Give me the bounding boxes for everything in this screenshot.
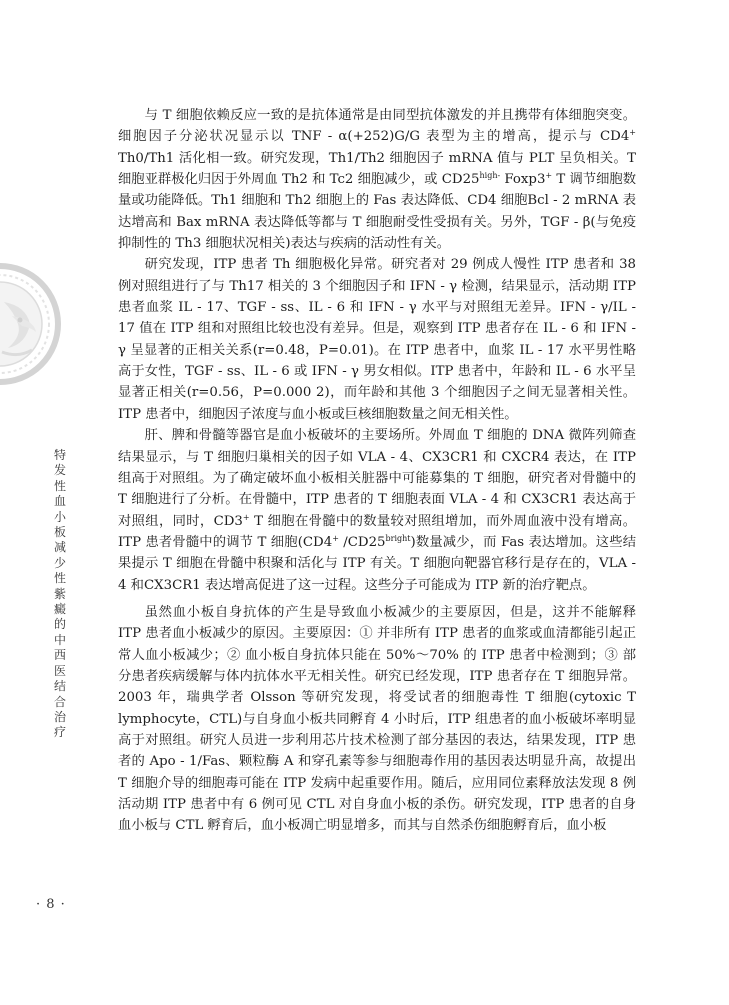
superscript: high- bbox=[479, 171, 501, 181]
text-run: 肝、脾和骨髓等器官是血小板破坏的主要场所。外周血 T 细胞的 DNA 微阵列筛查结果显示，与 T 细胞归巢相关的因子如 VLA - 4、CX3CR1 和 CXCR4 表达，在 ITP 组高于对照组。为了确定破坏血小板相关脏器中可能募集的 T 细胞，研究者对骨髓中的 T 细胞进行了分析。在骨髓中，ITP 患者的 T 细胞表面 VLA - 4 和 CX3CR1 表达高于对照组，同时，CD3 bbox=[118, 428, 636, 529]
superscript: + bbox=[332, 533, 339, 543]
text-run: 研究发现，ITP 患者 Th 细胞极化异常。研究者对 29 例成人慢性 ITP 患者和 38 例对照组进行了与 Th17 相关的 3 个细胞因子和 IFN - γ 检测，结果显示，活动期 ITP 患者血浆 IL - 17、TGF - ss、IL - 6 和 IFN - γ 水平与对照组无差异。IFN - γ/IL - 17 值在 ITP 组和对照组比较也没有差异。但是，观察到 ITP 患者存在 IL - 6 和 IFN - γ 呈显著的正相关关系(r=0.48，P=0.01)。在 ITP 患者中，血浆 IL - 17 水平男性略高于女性，TGF - ss、IL - 6 或 IFN - γ 男女相似。ITP 患者中，年龄和 IL - 6 水平呈显著正相关(r=0.56，P=0.000 2)，而年龄和其他 3 个细胞因子之间无显著相关性。ITP 患者中，细胞因子浓度与血小板或巨核细胞数量之间无相关性。 bbox=[118, 257, 636, 422]
text-run: )数量减少，而 Fas 表达增加。这些结果提示 T 细胞在骨髓中积聚和活化与 ITP 有关。T 细胞向靶器官移行是存在的，VLA - 4 和CX3CR1 表达增高促进了这一过程。这些分子可能成为 ITP 新的治疗靶点。 bbox=[118, 534, 636, 593]
text-run: T 细胞在骨髓中的数量较对照组增加，而外周血液中没有增高。ITP 患者骨髓中的调节 T 细胞(CD4 bbox=[118, 513, 636, 550]
text-run: Foxp3 bbox=[500, 172, 546, 188]
body-paragraph bbox=[118, 602, 636, 837]
body-paragraph bbox=[118, 254, 636, 425]
body-text bbox=[118, 105, 636, 837]
text-run: 虽然血小板自身抗体的产生是导致血小板减少的主要原因，但是，这并不能解释 ITP 患者血小板减少的原因。主要原因：① 并非所有 ITP 患者的血浆或血清都能引起正常人血小板减少；② 血小板自身抗体只能在 50%～70% 的 ITP 患者中检测到；③ 部分患者疾病缓解与体内抗体水平无相关性。研究已经发现，ITP 患者存在 T 细胞异常。2003 年，瑞典学者 Olsson 等研究发现，将受试者的细胞毒性 T 细胞(cytoxic T lymphocyte，CTL)与自身血小板共同孵育 4 小时后，ITP 组患者的血小板破坏率明显高于对照组。研究人员进一步利用芯片技术检测了部分基因的表达，结果发现，ITP 患者的 Apo - 1/Fas、颗粒酶 A 和穿孔素等参与细胞毒作用的基因表达明显升高，故提出 T 细胞介导的细胞毒可能在 ITP 发病中起重要作用。随后，应用同位素释放法发现 8 例活动期 ITP 患者中有 6 例可见 CTL 对自身血小板的杀伤。研究发现，ITP 患者的自身血小板与 CTL 孵育后，血小板凋亡明显增多，而其与自然杀伤细胞孵育后，血小板 bbox=[118, 604, 636, 834]
body-paragraph bbox=[118, 425, 636, 596]
superscript: bright bbox=[385, 533, 411, 543]
page-number: · 8 · bbox=[36, 897, 66, 912]
body-paragraph bbox=[118, 105, 636, 254]
superscript: + bbox=[242, 512, 250, 522]
text-run: 与 T 细胞依赖反应一致的是抗体通常是由同型抗体激发的并且携带有体细胞突变。细胞因子分泌状况显示以 TNF - α(+252)G/G 表型为主的增高，提示与 CD4 bbox=[118, 108, 636, 145]
running-side-title: 特发性血小板减少性紫癜的中西医结合治疗 bbox=[53, 448, 66, 740]
text-run: T 调节细胞数量或功能降低。Th1 细胞和 Th2 细胞上的 Fas 表达降低、CD4 细胞Bcl - 2 mRNA 表达增高和 Bax mRNA 表达降低等都与 T 细胞耐受性受损有关。另外，TGF - β(与免疫抑制性的 Th3 细胞状况相关)表达与疾病的活动性有关。 bbox=[118, 172, 636, 252]
decorative-seal-emblem bbox=[0, 262, 62, 386]
superscript: + bbox=[629, 128, 636, 138]
text-run: Th0/Th1 活化相一致。研究发现，Th1/Th2 细胞因子 mRNA 值与 PLT 呈负相关。T 细胞亚群极化归因于外周血 Th2 和 Tc2 细胞减少，或 CD25 bbox=[118, 150, 636, 188]
text-run: /CD25 bbox=[338, 534, 386, 550]
superscript: + bbox=[545, 171, 553, 181]
